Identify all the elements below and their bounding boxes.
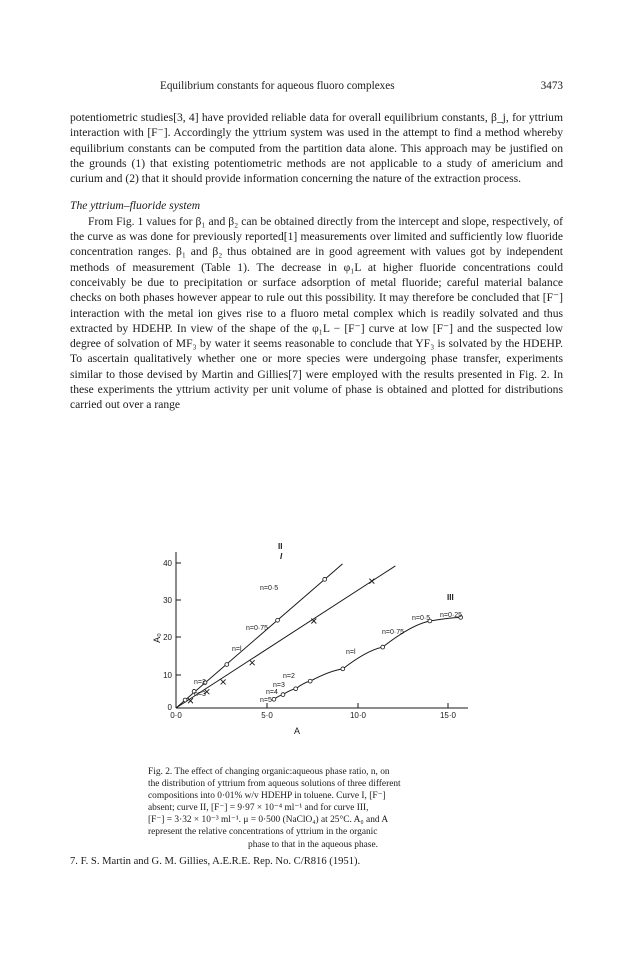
- body-text: [70, 110, 563, 413]
- data-point-iii: [281, 693, 285, 697]
- figure-2: [150, 530, 490, 800]
- point-label: n=0·5: [412, 615, 431, 622]
- caption-line: compositions into 0·01% w/v HDEHP in toluene. Curve I, [F⁻]: [148, 791, 386, 802]
- y-axis-label: A₀: [152, 633, 162, 643]
- data-point-iii: [294, 687, 298, 691]
- data-point-i: [221, 679, 226, 684]
- point-label: n=2: [283, 673, 295, 680]
- caption-line: represent the relative concentrations of yttrium in the organic: [148, 827, 378, 838]
- page-number: 3473: [540, 80, 563, 92]
- x-tick-label: 5·0: [261, 711, 273, 720]
- origin-label: 0: [167, 703, 172, 712]
- x-tick-label: 0·0: [170, 711, 182, 720]
- data-point-i: [369, 579, 374, 584]
- point-label: n=3: [194, 691, 206, 698]
- curve-label-i: I: [280, 552, 283, 561]
- point-label: n=4: [266, 689, 278, 696]
- data-point-iii: [341, 667, 345, 671]
- y-tick-label: 30: [163, 596, 172, 605]
- point-label: n=2: [194, 679, 206, 686]
- data-point-iii: [381, 645, 385, 649]
- figure-caption: [148, 766, 478, 851]
- point-label: n=0·75: [382, 629, 404, 636]
- curve-i: [176, 566, 395, 708]
- point-label: n=l: [232, 646, 242, 653]
- point-label: n=l: [346, 649, 356, 656]
- curve-label-iii: III: [447, 593, 454, 602]
- point-label: n=0·75: [246, 625, 268, 632]
- curve-iii: [274, 617, 461, 699]
- figure-2-plot: [150, 530, 490, 800]
- point-label: n=0·25: [440, 612, 462, 619]
- data-point-iii: [308, 679, 312, 683]
- caption-last-line: phase to that in the aqueous phase.: [248, 839, 378, 850]
- paragraph-2: From Fig. 1 values for β₁ and β₂ can be obtained directly from the intercept and slope, respectively, of the curve as was done for previously reported[1] measurements over limited and sufficiently low fluoride concentration ranges. β₁ and β₂ thus obtained are in good agreement with values got by independent methods of measurement (Table 1). The decrease in φ₁L at higher fluoride concentrations could conceivably be due to precipitation or surface adsorption of metal fluoride; careful material balance checks on both phases however appear to rule out this possibility. It may therefore be concluded that [F⁻] interaction with the metal ion gives rise to a fluoro metal complex which is readily solvated and thus extracted by HDEHP. In view of the shape of the φ₁L − [F⁻] curve at low [F⁻] and the suspected low degree of solvation of MF₃ by water it seems reasonable to conclude that YF₃ is solvated by the HDEHP. To ascertain qualitatively whether one or more species were undergoing phase transfer, experiments similar to those devised by Martin and Gillies[7] were employed with the results presented in Fig. 2. In these experiments the yttrium activity per unit volume of phase is obtained and plotted for distributions carried out over a range: [70, 214, 563, 412]
- caption-line: [F⁻] = 3·32 × 10⁻³ ml⁻¹. μ = 0·500 (NaClO₄) at 25°C. A₀ and A: [148, 815, 389, 826]
- data-point-ii: [183, 698, 187, 702]
- data-point-ii: [276, 618, 280, 622]
- caption-line: the distribution of yttrium from aqueous solutions of three different: [148, 779, 401, 790]
- data-point-ii: [225, 663, 229, 667]
- section-heading: The yttrium–fluoride system: [70, 199, 201, 213]
- y-tick-label: 10: [163, 671, 172, 680]
- x-tick-label: 15·0: [439, 711, 457, 720]
- curve-label-ii: II: [278, 542, 283, 551]
- running-header: [70, 80, 563, 96]
- data-points: [183, 577, 462, 703]
- data-point-i: [250, 660, 255, 665]
- data-point-iii: [272, 697, 276, 701]
- caption-line: absent; curve II, [F⁻] = 9·97 × 10⁻⁴ ml⁻¹ and for curve III,: [148, 803, 369, 814]
- y-tick-label: 40: [163, 559, 172, 568]
- paragraph-1: potentiometric studies[3, 4] have provided reliable data for overall equilibrium constants, β_j, for yttrium interaction with [F⁻]. Accordingly the yttrium system was used in the attempt to find a method whereby equilibrium constants can be computed from the partition data alone. This approach may be justified on the grounds (1) that existing potentiometric methods are not applicable to a study of americium and curium and (2) that it should provide information concerning the nature of the extraction process.: [70, 111, 563, 186]
- y-tick-label: 20: [163, 633, 172, 642]
- point-label: n=3: [273, 682, 285, 689]
- x-tick-label: 10·0: [349, 711, 367, 720]
- point-label: n=0·5: [260, 585, 279, 592]
- caption-line: Fig. 2. The effect of changing organic:aqueous phase ratio, n, on: [148, 767, 390, 777]
- point-label: n=5: [260, 697, 272, 704]
- data-point-ii: [323, 577, 327, 581]
- running-title: Equilibrium constants for aqueous fluoro complexes: [160, 80, 395, 92]
- x-axis-label: A: [293, 726, 301, 736]
- footnote: 7. F. S. Martin and G. M. Gillies, A.E.R.E. Rep. No. C/R816 (1951).: [70, 856, 361, 867]
- curves: [176, 564, 461, 708]
